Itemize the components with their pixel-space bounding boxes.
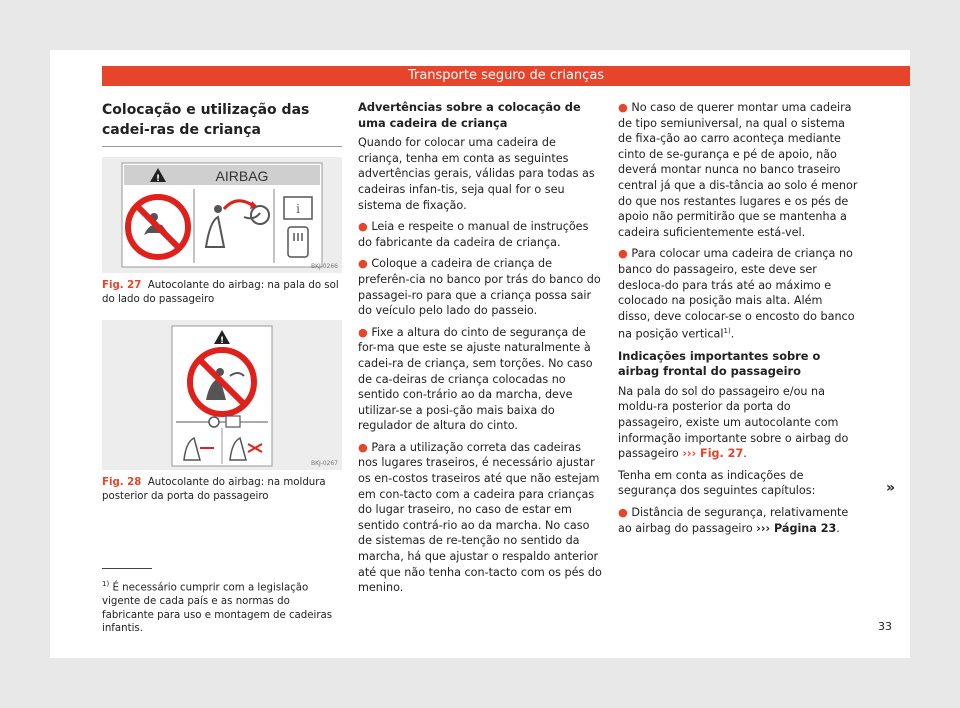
bullet-icon: ● xyxy=(358,220,368,234)
footnote-text: É necessário cumprir com a legislação vigente de cada país e as normas do fabricante para uso e montagem de cadeiras infantis. xyxy=(102,582,333,635)
page-23-link[interactable]: ››› Página 23 xyxy=(756,521,837,535)
continue-icon: » xyxy=(886,480,896,496)
warnings-heading: Advertências sobre a colocação de uma cadeira de criança xyxy=(358,100,581,130)
figure-label: Fig. 27 xyxy=(102,280,142,291)
list-item xyxy=(358,256,602,318)
figure-28-caption xyxy=(102,476,342,503)
punctuation: . xyxy=(743,447,747,461)
list-item xyxy=(358,219,602,250)
bullet-icon: ● xyxy=(618,247,628,261)
airbag-sunvisor-sticker xyxy=(102,157,342,273)
figure-28 xyxy=(102,320,342,470)
chapters-paragraph: Tenha em conta as indicações de segurança dos seguintes capítulos: xyxy=(618,468,816,498)
footnote xyxy=(102,578,342,636)
list-item xyxy=(358,440,602,596)
caption-text: Autocolante do airbag: na moldura posterior da porta do passageiro xyxy=(102,477,326,502)
footnote-rule xyxy=(102,568,152,569)
airbag-heading: Indicações importantes sobre o airbag frontal do passageiro xyxy=(618,348,821,379)
section-title: Colocação e utilização das cadei-ras de criança xyxy=(102,100,342,147)
sticker-airbag-text: AIRBAG xyxy=(215,168,269,184)
footnote-ref: 1) xyxy=(723,327,731,336)
list-item xyxy=(618,505,858,536)
figure-code: BKJ-0266 xyxy=(310,263,338,270)
fig-27-link[interactable]: ››› Fig. 27 xyxy=(682,447,744,461)
figure-27-caption xyxy=(102,279,342,306)
list-item xyxy=(618,100,858,240)
caption-text: Autocolante do airbag: na pala do sol do lado do passageiro xyxy=(102,280,339,305)
punctuation: . xyxy=(730,328,735,342)
list-item xyxy=(358,325,602,434)
warnings-intro: Quando for colocar uma cadeira de criança, tenha em conta as seguintes advertências gerais, válidas para todas as cadeiras infan-tis, seja qual for o seu sistema de fixação. xyxy=(358,136,595,212)
paragraph-text: Na pala do sol do passageiro e/ou na moldu-ra posterior da porta do passageiro, existe um autocolante com informação importante sobre o airbag do passageiro xyxy=(618,384,849,461)
manual-page xyxy=(50,50,910,658)
list-item-text: No caso de querer montar uma cadeira de tipo semiuniversal, na qual o sistema de fixa-ção ao carro aconteça mediante cinto de se-gurança e pé de apoio, não deverá montar nunca no banco traseiro central já que a dis-tância ao solo é menor do que nos restantes lugares e os pés de apoio não permitirão que se mantenha a cadeira suficientemente está-vel. xyxy=(618,101,858,239)
figure-label: Fig. 28 xyxy=(102,477,142,488)
middle-column xyxy=(358,100,602,602)
list-item-text: Leia e respeite o manual de instruções do fabricante da cadeira de criança. xyxy=(358,220,589,249)
airbag-door-sticker xyxy=(102,320,342,470)
bullet-icon: ● xyxy=(358,440,368,454)
svg-text:i: i xyxy=(296,202,300,216)
page-header: Transporte seguro de crianças xyxy=(102,66,910,86)
left-column xyxy=(102,100,342,503)
svg-text:!: ! xyxy=(219,336,225,346)
page-number: 33 xyxy=(878,620,892,633)
right-column xyxy=(618,100,858,542)
bullet-icon: ● xyxy=(358,325,368,339)
list-item-text: Para colocar uma cadeira de criança no banco do passageiro, este deve ser desloca-do para trás até ao máximo e colocado na posição mais alta. Além disso, deve colocar-se o encosto do banco na posição vertical xyxy=(618,247,855,342)
list-item-text: Fixe a altura do cinto de segurança de for-ma que este se ajuste naturalmente à cadei-ra de criança, sem torções. No caso de ca-deiras de criança colocadas no sentido con-trário ao da marcha, deve utilizar-se a posi-ção mais baixa do regulador de altura do cinto. xyxy=(358,325,593,433)
list-item-text: Distância de segurança, relativamente ao airbag do passageiro xyxy=(618,505,849,535)
list-item-text: Coloque a cadeira de criança de preferên-cia no banco por trás do banco do passagei-ro para que a criança possa sair do veículo pelo lado do passeio. xyxy=(358,257,601,318)
punctuation: . xyxy=(836,521,840,535)
bullet-icon: ● xyxy=(618,101,628,114)
bullet-icon: ● xyxy=(358,257,368,271)
airbag-paragraph xyxy=(618,384,858,462)
bullet-icon: ● xyxy=(618,505,628,519)
list-item xyxy=(618,246,858,342)
figure-27 xyxy=(102,157,342,273)
svg-text:!: ! xyxy=(155,174,161,184)
figure-code: BKJ-0267 xyxy=(310,460,338,467)
list-item-text: Para a utilização correta das cadeiras nos lugares traseiros, é necessário ajustar os en-costos traseiros até que não estejam em con-tacto com a cadeira para crianças do lugar traseiro, no caso de estar em sentido contrá-rio ao da marcha. No caso de sistemas de re-tenção no sentido da marcha, há que ajustar o respaldo anterior até que não tenha con-tacto com os pés do menino. xyxy=(358,440,602,595)
footnote-marker: 1) xyxy=(102,580,110,588)
